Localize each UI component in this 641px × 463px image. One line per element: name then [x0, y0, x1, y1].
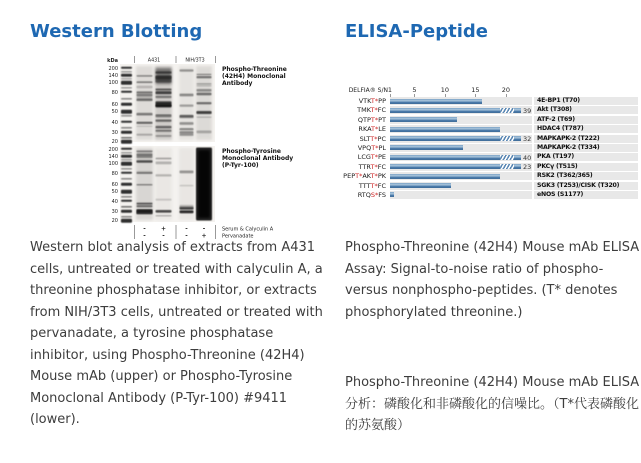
axis-tick-label: 20	[501, 86, 511, 94]
chart-row	[338, 125, 638, 133]
kinase-label: HDAC4 (T787)	[537, 125, 584, 133]
antibody-label-line: (P-Tyr-100)	[222, 162, 259, 169]
treatment-sign: -	[162, 232, 165, 240]
axis-tick-label: 5	[412, 86, 417, 94]
antibody-label-line: Antibody	[222, 80, 253, 87]
section-title-elisa-peptide: ELISA-Peptide	[345, 21, 488, 42]
kda-label: 140	[108, 154, 118, 160]
row-background	[390, 191, 532, 199]
kda-label: 30	[111, 209, 118, 215]
antibody-label-line: Phospho-Tyrosine	[222, 148, 282, 155]
antibody-label-line: Monoclonal Antibody	[222, 155, 294, 162]
signal-bar	[390, 108, 500, 113]
chart-row	[338, 144, 638, 152]
bar-end-cap	[514, 155, 521, 160]
axis-label: DELFIA® S/N	[348, 87, 388, 94]
signal-bar	[390, 145, 463, 150]
peptide-label: VTKT*PP	[358, 97, 386, 105]
chart-row	[338, 182, 638, 190]
bar-break-hatch	[500, 155, 514, 160]
signal-bar	[390, 183, 451, 188]
kinase-label: MAPKAPK-2 (T222)	[537, 134, 600, 142]
kinase-label: PKA (T197)	[537, 153, 575, 161]
bar-end-cap	[514, 164, 521, 169]
peptide-label: TTRT*FC	[358, 162, 386, 171]
kinase-label: PKCγ (T515)	[537, 162, 578, 170]
kda-label: 40	[111, 199, 118, 205]
treatment-sign: -	[185, 232, 188, 240]
kda-label: 20	[111, 218, 118, 224]
bar-break-hatch	[500, 164, 514, 169]
kda-unit: kDa	[107, 58, 118, 64]
peptide-label: TMKT*FC	[357, 106, 386, 115]
chart-row	[338, 106, 638, 114]
western-blot-figure	[92, 54, 330, 240]
kinase-label: MAPKAPK-2 (T334)	[537, 143, 600, 151]
treatment-sign: -	[143, 232, 146, 240]
kda-label: 80	[111, 90, 118, 96]
kda-label: 60	[111, 182, 118, 188]
treatment-sign: -	[143, 225, 146, 233]
elisa-bar-chart	[338, 84, 638, 202]
signal-bar	[390, 117, 457, 122]
kda-label: 80	[111, 171, 118, 177]
treatment-sign: -	[202, 225, 206, 233]
peptide-label: TTTT*FC	[358, 181, 386, 190]
chart-row	[338, 163, 638, 171]
chart-row	[338, 191, 638, 199]
chart-row	[338, 116, 638, 124]
signal-bar	[390, 155, 500, 160]
overflow-value: 32	[523, 135, 532, 144]
lane-group-label: NIH/3T3	[185, 58, 205, 64]
overflow-value: 39	[523, 106, 532, 115]
signal-bar	[390, 136, 500, 141]
antibody-label-line: Phospho-Threonine	[222, 66, 287, 73]
bar-break-hatch	[500, 136, 514, 141]
overflow-value: 23	[523, 163, 532, 172]
treatment-sign: -	[185, 225, 188, 233]
axis-tick-label: 10	[440, 86, 450, 94]
signal-bar	[390, 174, 500, 179]
treatment-sign: +	[201, 232, 207, 240]
chart-row	[338, 135, 638, 143]
kda-label: 50	[111, 109, 118, 115]
kda-label: 140	[108, 73, 118, 79]
treatment-label: Pervanadate	[222, 233, 254, 240]
bar-break-hatch	[500, 108, 514, 113]
kda-label: 20	[111, 139, 118, 145]
peptide-label: QTPT*PT	[357, 115, 386, 124]
kda-label: 60	[111, 102, 118, 108]
elisa-caption-english: Phospho-Threonine (42H4) Mouse mAb ELISA Assay: Signal-to-noise ratio of phospho- versus nonphospho-peptides. (T* denotes phosphorylated threonine.)	[345, 240, 640, 320]
peptide-label: RKAT*LE	[358, 125, 386, 134]
peptide-label: VPQT*PL	[357, 143, 386, 152]
signal-bar	[390, 192, 394, 197]
antibody-label-line: (42H4) Monoclonal	[222, 73, 286, 80]
signal-bar	[390, 127, 500, 132]
axis-tick-label: 1	[387, 86, 393, 94]
treatment-sign: +	[160, 225, 167, 233]
kda-label: 30	[111, 130, 118, 136]
bar-end-cap	[514, 108, 521, 113]
bar-end-cap	[514, 136, 521, 141]
treatment-label: Serum & Calyculin A	[222, 226, 274, 233]
peptide-label: LCGT*PE	[357, 153, 386, 162]
axis-tick-label: 15	[471, 86, 480, 94]
kinase-label: eNOS (S1177)	[537, 190, 584, 198]
kinase-label: Akt (T308)	[537, 106, 572, 114]
elisa-caption-chinese: Phospho-Threonine (42H4) Mouse mAb ELISA分析：磷酸化和非磷酸化的信噪比。（T*代表磷酸化的苏氨酸）	[345, 375, 640, 433]
western-blot-caption: Western blot analysis of extracts from A431 cells, untreated or treated with calyculin A, a threonine phosphatase inhibitor, or extracts from NIH/3T3 cells, untreated or treated with pervanadate, a tyrosine phosphatase inhibitor, using Phospho-Threonine (42H4) Mouse mAb (upper) or Phospho-Tyrosine Monoclonal Antibody (P-Tyr-100) #9411 (lower).	[30, 240, 323, 427]
chart-row	[338, 153, 638, 161]
peptide-label: SLTT*PC	[359, 134, 386, 143]
kinase-label: 4E-BP1 (T70)	[537, 97, 580, 104]
chart-axis-header	[338, 84, 638, 97]
lane-group-label: A431	[147, 58, 161, 64]
section-title-western-blotting: Western Blotting	[30, 21, 203, 42]
kda-label: 50	[111, 189, 118, 195]
overflow-value: 40	[523, 153, 532, 162]
kinase-label: RSK2 (T362/365)	[537, 172, 593, 180]
peptide-label: RTQS*FS	[357, 190, 386, 199]
kinase-label: SGK3 (T253)/CISK (T320)	[537, 181, 620, 189]
chart-row	[338, 97, 638, 105]
kda-label: 40	[111, 120, 118, 126]
signal-bar	[390, 164, 500, 169]
kda-label: 200	[108, 66, 118, 72]
kinase-label: ATF-2 (T69)	[537, 115, 575, 123]
kda-label: 200	[108, 147, 118, 153]
kda-label: 100	[108, 161, 118, 167]
kda-label: 100	[108, 80, 118, 86]
chart-row	[338, 172, 638, 180]
signal-bar	[390, 99, 482, 104]
peptide-label: PEPT*AKT*PK	[343, 172, 386, 181]
